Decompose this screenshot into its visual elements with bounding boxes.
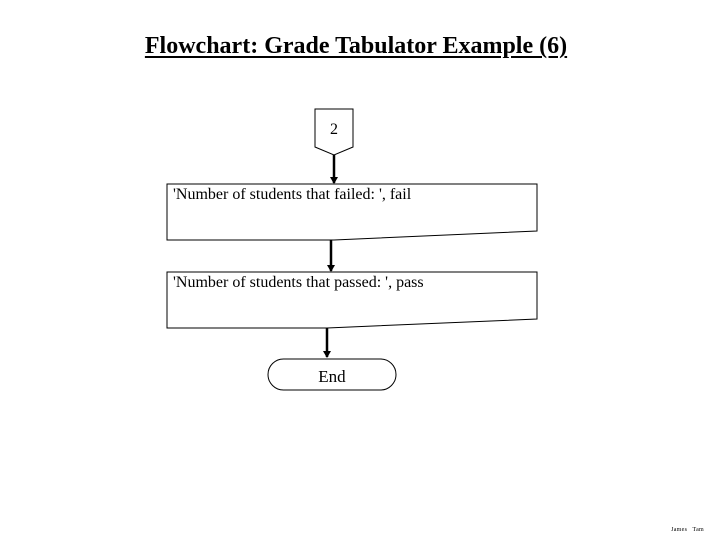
output-passed-text: 'Number of students that passed: ', pass bbox=[173, 274, 424, 291]
output-failed-node bbox=[167, 184, 537, 240]
page-title: Flowchart: Grade Tabulator Example (6) bbox=[144, 33, 568, 59]
offpage-connector-label: 2 bbox=[330, 121, 338, 138]
offpage-connector-node bbox=[315, 109, 353, 155]
terminal-end-label: End bbox=[318, 367, 346, 386]
footer-author: James Tam bbox=[671, 527, 704, 533]
output-failed-text: 'Number of students that failed: ', fail bbox=[173, 186, 412, 203]
terminal-end-node bbox=[268, 359, 396, 390]
output-passed-node bbox=[167, 272, 537, 328]
